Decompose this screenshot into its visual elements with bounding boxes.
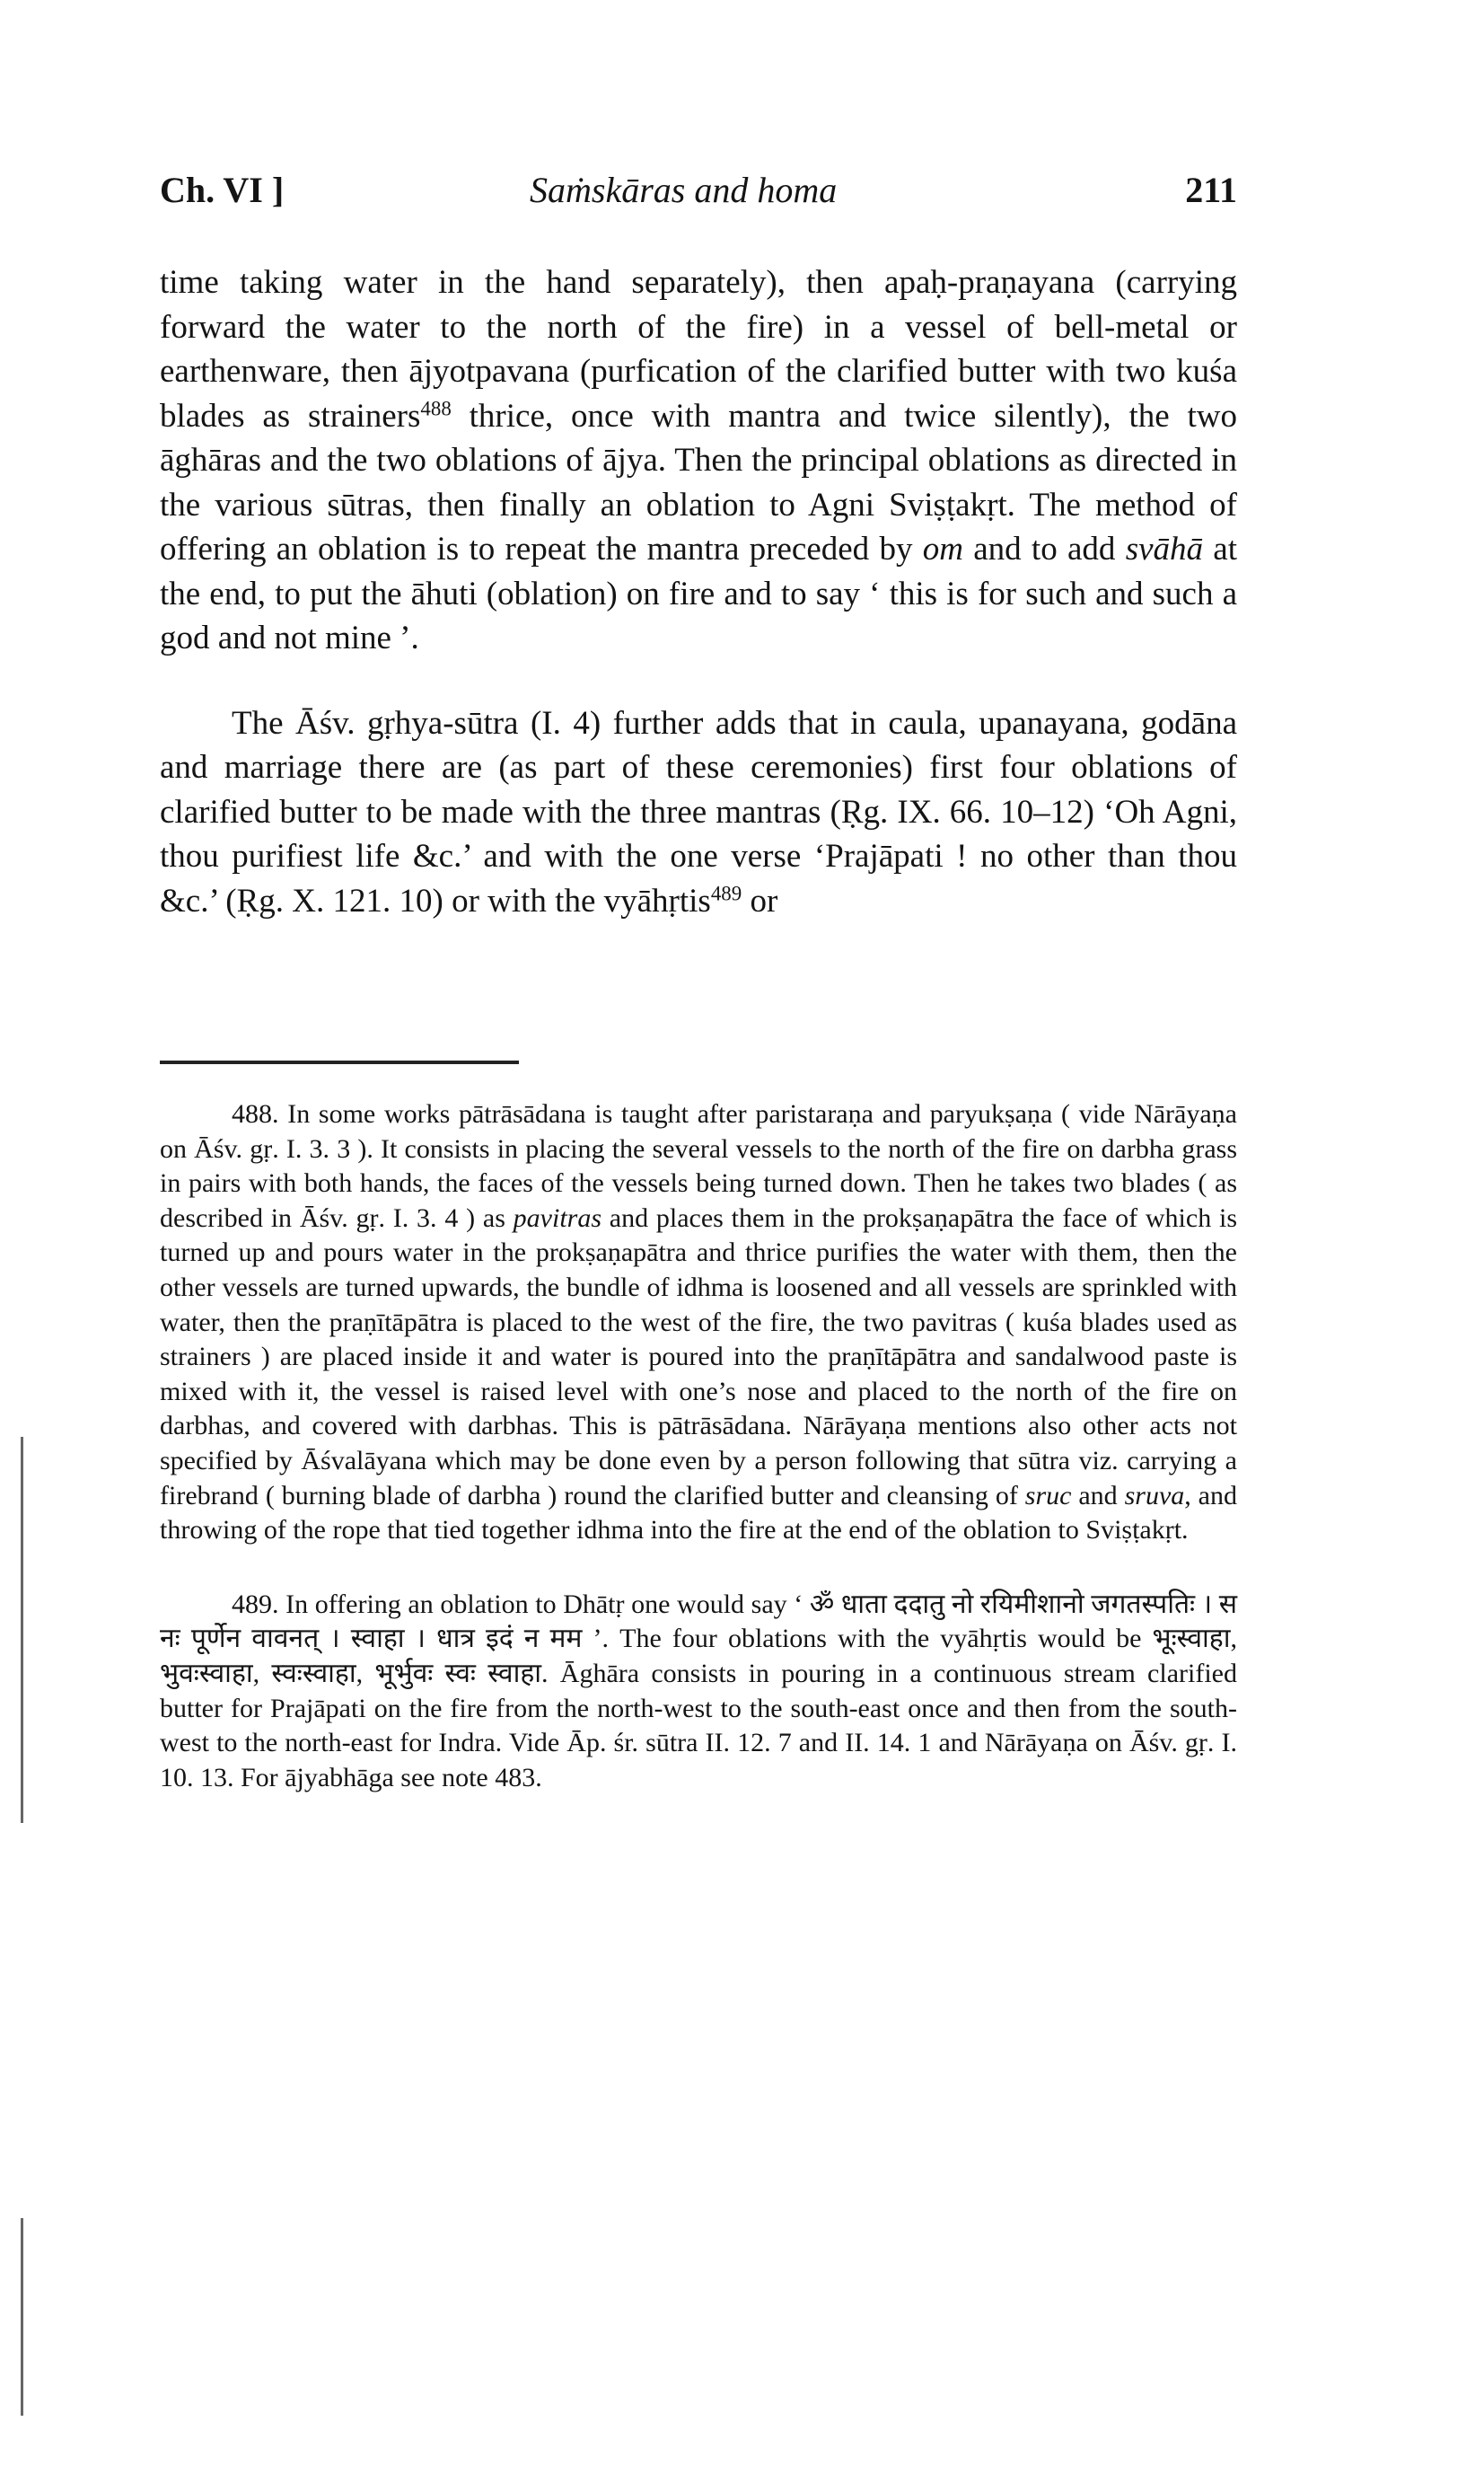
main-text xyxy=(160,260,1237,923)
chapter-label: Ch. VI ] xyxy=(160,170,285,210)
footnote-rule xyxy=(160,1061,519,1064)
footnote-488: 488. In some works pātrāsādana is taught after paristaraṇa and paryukṣaṇa ( vide Nārāyaṇa on Āśv. gṛ. I. 3. 3 ). It consists in placing the several vessels to the north of the fire on darbha grass in pairs with both hands, the faces of the vessels being turned down. Then he takes two blades ( as described in Āśv. gṛ. I. 3. 4 ) as pavitras and places them in the prokṣaṇapātra the face of which is turned up and pours water in the prokṣaṇapātra and thrice purifies the water with them, then the other vessels are turned upwards, the bundle of idhma is loosened and all vessels are sprinkled with water, then the praṇītāpātra is placed to the west of the fire, the two pavitras ( kuśa blades used as strainers ) are placed inside it and water is poured into the praṇītāpātra and sandalwood paste is mixed with it, the vessel is raised level with one’s nose and placed to the north of the fire on darbhas, and covered with darbhas. This is pātrāsādana. Nārāyaṇa mentions also other acts not specified by Āśvalāyana which may be done even by a person following that sūtra viz. carrying a firebrand ( burning blade of darbha ) round the clarified butter and cleansing of sruc and sruva, and throwing of the rope that tied together idhma into the fire at the end of the oblation to Sviṣṭakṛt. xyxy=(160,1099,1237,1545)
footnote-489: 489. In offering an oblation to Dhātṛ one would say ‘ ॐ धाता ददातु नो रयिमीशानो जगतस्पतिः । स नः पूर्णेन वावनत् । स्वाहा । धात्र इदं न मम ’. The four oblations with the vyāhṛtis would be भूःस्वाहा, भुवःस्वाहा, स्वःस्वाहा, भूर्भुवः स्वः स्वाहा. Āghāra consists in pouring in a continuous stream clarified butter for Prajāpati on the fire from the north-west to the south-east once and then from the south-west to the north-east for Indra. Vide Āp. śr. sūtra II. 12. 7 and II. 14. 1 and Nārāyaṇa on Āśv. gṛ. I. 10. 13. For ājyabhāga see note 483. xyxy=(160,1589,1237,1792)
margin-scan-line xyxy=(21,1437,23,1823)
page-number: 211 xyxy=(1185,170,1237,210)
running-title: Saṁskāras and homa xyxy=(530,170,838,210)
footnote-ref-489[interactable]: 489 xyxy=(710,881,742,904)
footnotes xyxy=(160,1097,1237,1795)
paragraph-2: The Āśv. gṛhya-sūtra (I. 4) further adds that in caula, upanayana, godāna and marriage there are (as part of these ceremonies) first four oblations of clarified butter to be made with the three mantras (Ṛg. IX. 66. 10–12) ‘Oh Agni, thou purifiest life &c.’ and with the one verse ‘Prajāpati ! no other than thou &c.’ (Ṛg. X. 121. 10) or with the vyāhṛtis$^{489}$ or xyxy=(160,704,1237,920)
running-header xyxy=(160,169,1237,223)
margin-scan-line xyxy=(21,2218,23,2416)
paragraph-1: time taking water in the hand separately), then apaḥ-praṇayana (carrying forward the water to the north of the fire) in a vessel of bell-metal or earthenware, then ājyotpavana (purfication of the clarified butter with two kuśa blades as strainers$^{488}$ thrice, once with mantra and twice silently), the two āghāras and the two oblations of ājya. Then the principal oblations as directed in the various sūtras, then finally an oblation to Agni Sviṣṭakṛt. The method of offering an oblation is to repeat the mantra preceded by om and to add svāhā at the end, to put the āhuti (oblation) on fire and to say ‘ this is for such and such a god and not mine ’. xyxy=(160,264,1237,656)
footnote-ref-488[interactable]: 488 xyxy=(420,396,452,419)
